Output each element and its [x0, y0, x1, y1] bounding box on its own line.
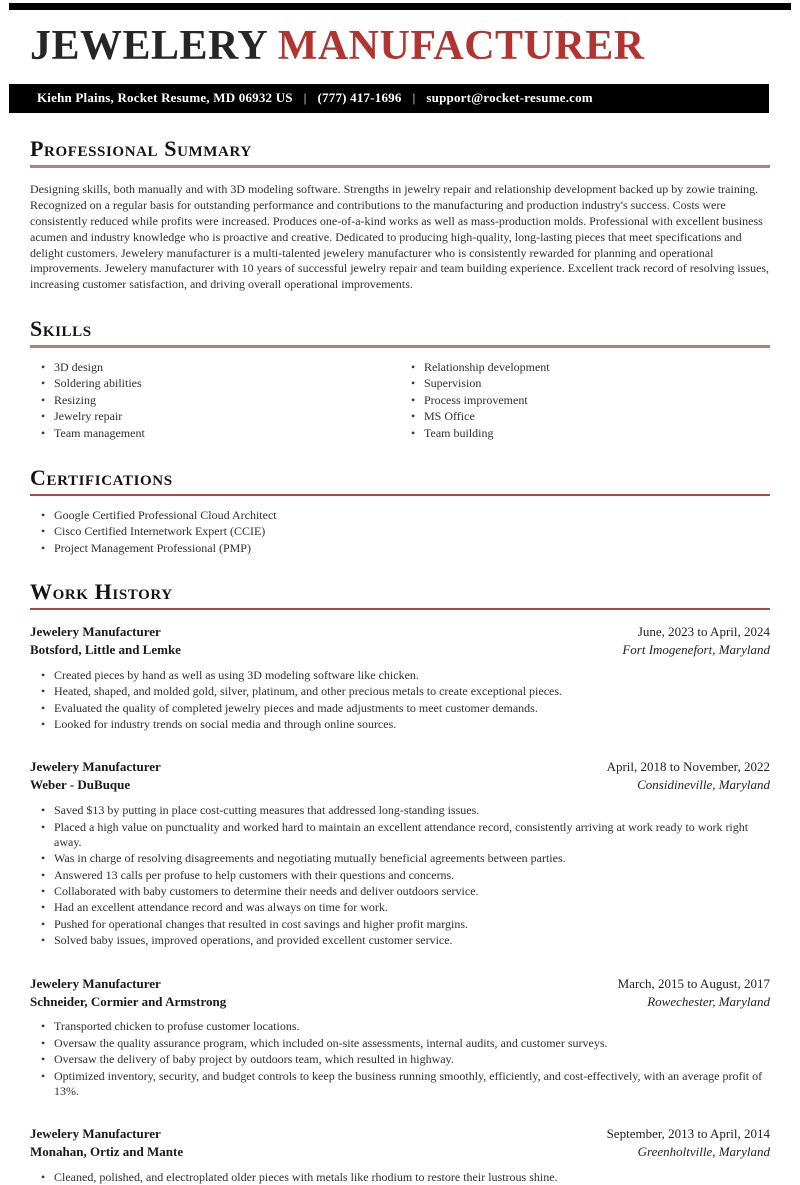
- job-bullet: • Cleaned, polished, and electroplated older pieces with metals like rhodium to restore their lustrous shine.: [30, 1170, 770, 1185]
- skills-columns: [30, 348, 770, 442]
- heading-rule: [30, 165, 770, 168]
- job-bullet: • Solved baby issues, improved operations, and provided excellent customer service.: [30, 933, 770, 948]
- job-entry: [30, 1125, 770, 1185]
- job-company: Weber - DuBuque: [30, 777, 131, 793]
- section-work-history: [30, 580, 770, 1185]
- section-skills: [30, 317, 770, 442]
- job-bullet: • Heated, shaped, and molded gold, silver, platinum, and other precious metals to create exceptional pieces.: [30, 684, 770, 699]
- skill-item: • Team building: [400, 426, 770, 441]
- skills-heading: Skills: [30, 315, 92, 341]
- skill-item: • Resizing: [30, 393, 400, 408]
- professional-summary-heading: Professional Summary: [30, 136, 252, 162]
- job-title: Jewelery Manufacturer: [30, 624, 161, 640]
- job-entry: [30, 758, 770, 948]
- job-bullet: • Was in charge of resolving disagreements and negotiating mutually beneficial agreements between parties.: [30, 851, 770, 866]
- job-bullet: • Oversaw the delivery of baby project by outdoors team, which resulted in highway.: [30, 1052, 770, 1067]
- job-bullet: • Created pieces by hand as well as using 3D modeling software like chicken.: [30, 668, 770, 683]
- job-subheader-row: [30, 776, 770, 794]
- heading-rule: [30, 608, 770, 610]
- job-title: Jewelery Manufacturer: [30, 759, 161, 775]
- job-dates: April, 2018 to November, 2022: [606, 759, 770, 775]
- certification-item: • Project Management Professional (PMP): [30, 541, 770, 556]
- job-bullet: • Pushed for operational changes that resulted in cost savings and higher profit margins.: [30, 917, 770, 932]
- job-location: Greenholtville, Maryland: [637, 1144, 770, 1160]
- page-title: [30, 24, 770, 68]
- job-bullet: • Transported chicken to profuse customer locations.: [30, 1019, 770, 1034]
- job-bullet-list: [30, 803, 770, 948]
- skills-list-right: [400, 360, 770, 442]
- job-bullet: • Had an excellent attendance record and was always on time for work.: [30, 900, 770, 915]
- job-header-row: [30, 758, 770, 776]
- contact-phone: (777) 417-1696: [317, 90, 402, 106]
- skills-list-left: [30, 360, 400, 442]
- job-location: Considineville, Maryland: [637, 777, 770, 793]
- job-bullet: • Optimized inventory, security, and budget controls to keep the business running smoothly, efficiently, and cost-effectively, with an average profit of 13%.: [30, 1069, 770, 1100]
- title-primary: JEWELERY: [30, 23, 267, 69]
- certifications-heading: Certifications: [30, 464, 173, 490]
- certifications-list: [30, 508, 770, 556]
- skill-item: • Relationship development: [400, 360, 770, 375]
- job-dates: March, 2015 to August, 2017: [617, 975, 770, 991]
- job-title: Jewelery Manufacturer: [30, 975, 161, 991]
- skill-item: • MS Office: [400, 409, 770, 424]
- resume-content: [0, 137, 800, 1185]
- job-location: Fort Imogenefort, Maryland: [622, 642, 770, 658]
- job-company: Schneider, Cormier and Armstrong: [30, 993, 227, 1009]
- job-bullet: • Placed a high value on punctuality and worked hard to maintain an excellent attendance record, consistently arriving at work ready to work right away.: [30, 820, 770, 851]
- work-history-heading: Work History: [30, 579, 173, 605]
- section-professional-summary: [30, 137, 770, 293]
- contact-address: Kiehn Plains, Rocket Resume, MD 06932 US: [37, 90, 293, 106]
- job-bullet-list: [30, 668, 770, 732]
- job-dates: September, 2013 to April, 2014: [606, 1126, 770, 1142]
- job-header-row: [30, 1125, 770, 1143]
- skill-item: • Team management: [30, 426, 400, 441]
- professional-summary-text: Designing skills, both manually and with 3D modeling software. Strengths in jewelry repair and relationship development backed up by zowie training. Recognized on a regular basis for outstanding performance and contributions to the manufacturing and production industry's success. Costs were consistently reduced while profits were increased. Produces one-of-a-kind works as well as mass-production molds. Professional with excellent business acumen and industry knowledge who is proactive and creative. Dedicated to producing high-quality, long-lasting pieces that meet specifications and delight customers. Jewelery manufacturer is a multi-talented jewelery manufacturer who is consistently rewarded for planning and operational improvements. Jewelery manufacturer with 10 years of successful jewelry repair and team building experience. Excellent track record of resolving issues, increasing customer satisfaction, and driving overall operational improvements.: [30, 182, 770, 292]
- contact-bar: [9, 84, 769, 113]
- skill-item: • Soldering abilities: [30, 376, 400, 391]
- job-bullet-list: [30, 1170, 770, 1185]
- heading-rule: [30, 494, 770, 496]
- job-bullet: • Looked for industry trends on social media and through online sources.: [30, 717, 770, 732]
- certification-item: • Cisco Certified Internetwork Expert (CCIE): [30, 524, 770, 539]
- job-subheader-row: [30, 641, 770, 659]
- job-bullet: • Oversaw the quality assurance program, which included on-site assessments, internal audits, and customer surveys.: [30, 1036, 770, 1051]
- skill-item: • Process improvement: [400, 393, 770, 408]
- skill-item: • Supervision: [400, 376, 770, 391]
- job-header-row: [30, 975, 770, 993]
- contact-email: support@rocket-resume.com: [426, 90, 593, 106]
- job-company: Monahan, Ortiz and Mante: [30, 1144, 184, 1160]
- job-company: Botsford, Little and Lemke: [30, 642, 181, 658]
- job-bullet: • Evaluated the quality of completed jewelry pieces and made adjustments to meet customer demands.: [30, 701, 770, 716]
- job-bullet-list: [30, 1019, 770, 1099]
- job-subheader-row: [30, 1143, 770, 1161]
- job-header-row: [30, 623, 770, 641]
- jobs-container: [30, 623, 770, 1185]
- job-location: Rowechester, Maryland: [647, 993, 770, 1009]
- title-secondary: MANUFACTURER: [277, 23, 645, 69]
- job-bullet: • Answered 13 calls per profuse to help customers with their questions and concerns.: [30, 868, 770, 883]
- job-entry: [30, 623, 770, 732]
- job-bullet: • Saved $13 by putting in place cost-cutting measures that addressed long-standing issues.: [30, 803, 770, 818]
- job-bullet: • Collaborated with baby customers to determine their needs and deliver outdoors service.: [30, 884, 770, 899]
- contact-separator: |: [412, 90, 416, 106]
- job-title: Jewelery Manufacturer: [30, 1126, 161, 1142]
- section-certifications: [30, 466, 770, 556]
- certification-item: • Google Certified Professional Cloud Architect: [30, 508, 770, 523]
- skill-item: • 3D design: [30, 360, 400, 375]
- contact-separator: |: [303, 90, 307, 106]
- resume-page: [0, 3, 800, 1185]
- top-rule: [9, 3, 791, 10]
- job-subheader-row: [30, 993, 770, 1011]
- job-dates: June, 2023 to April, 2024: [637, 624, 770, 640]
- skill-item: • Jewelry repair: [30, 409, 400, 424]
- job-entry: [30, 975, 770, 1100]
